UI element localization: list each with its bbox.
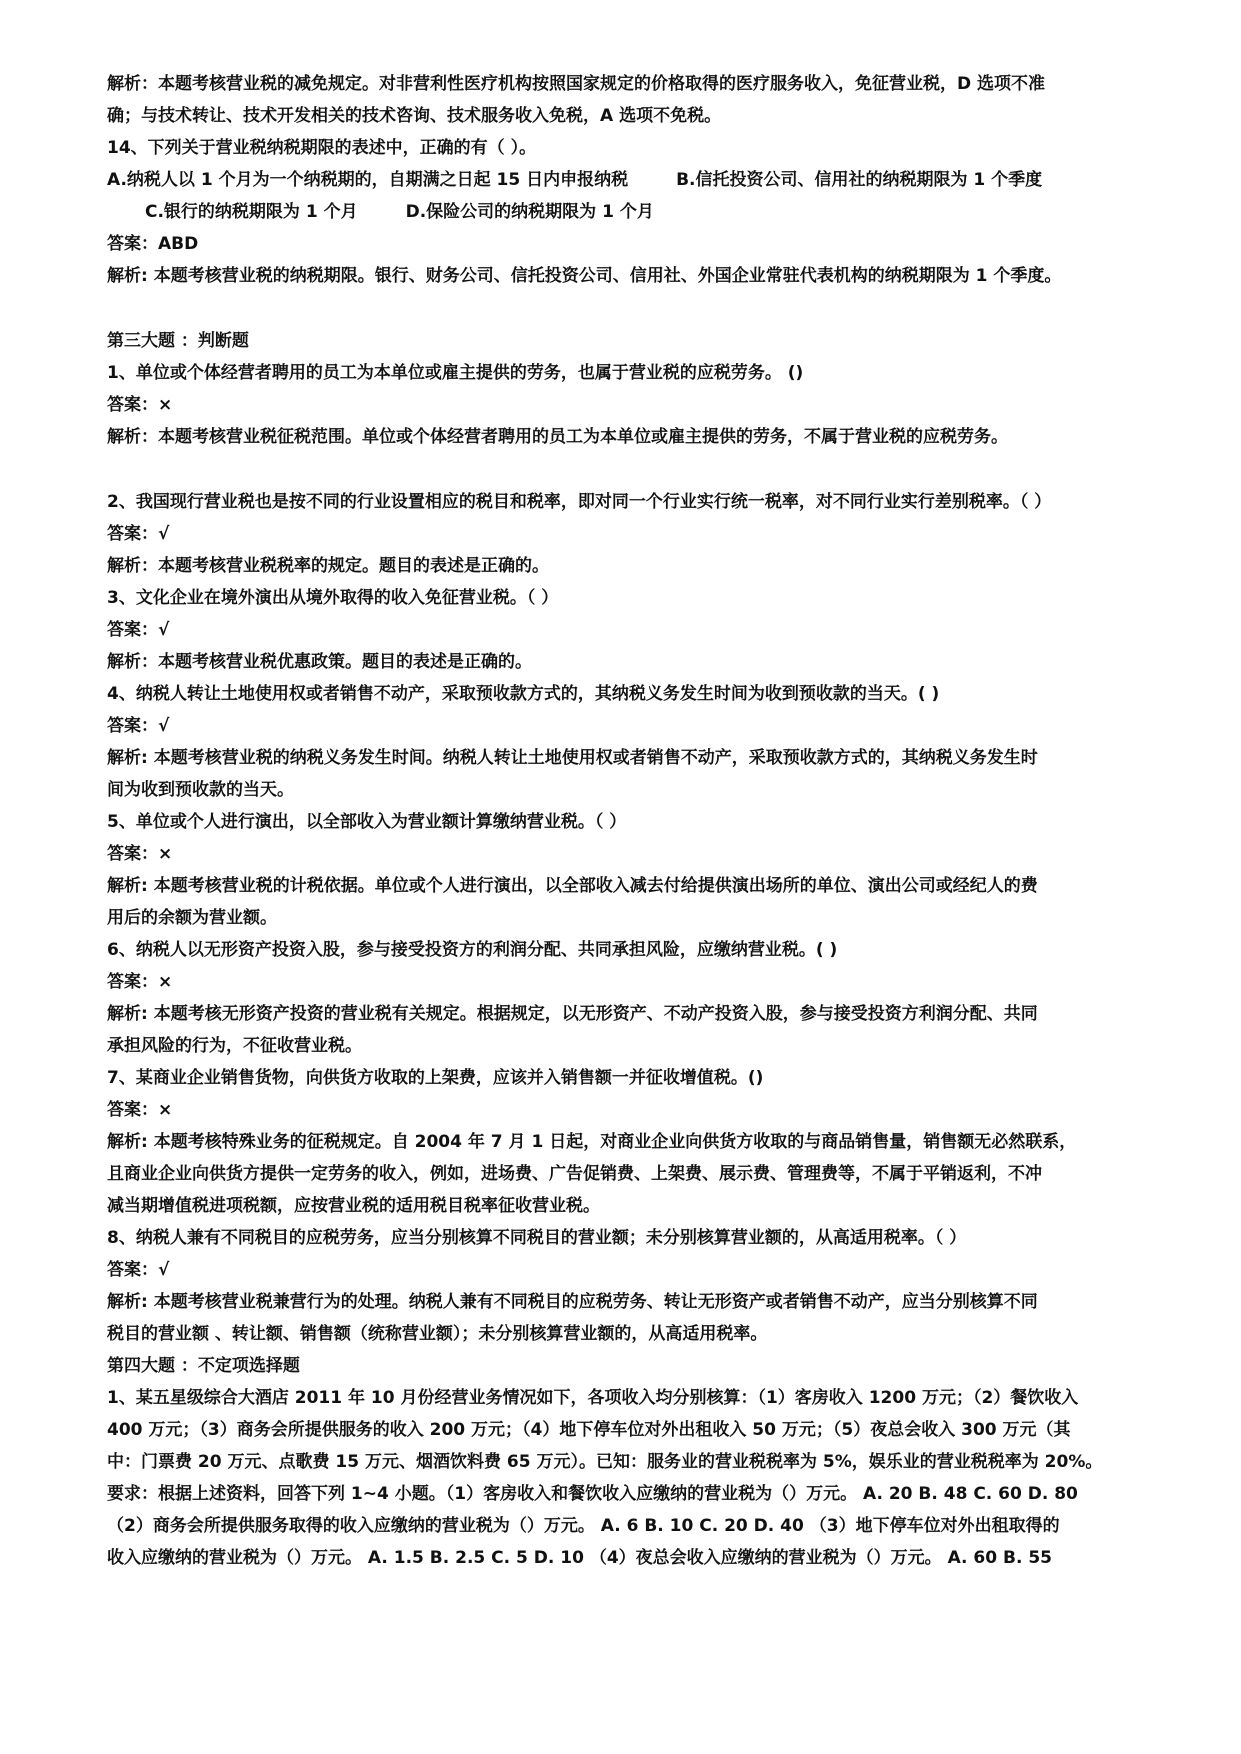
judgment-analysis: 解析: 本题考核特殊业务的征税规定。自 2004 年 7 月 1 日起，对商业企业向供货方收取的与商品销售量，销售额无必然联系， — [107, 1132, 1077, 1152]
judgment-item-6 — [107, 934, 1142, 1062]
judgment-answer: 答案：× — [107, 395, 173, 415]
judgment-item-2 — [107, 486, 1142, 582]
case-question-line: 1、某五星级综合大酒店 2011 年 10 月份经营业务情况如下，各项收入均分别核算：（1）客房收入 1200 万元；（2）餐饮收入 — [107, 1388, 1079, 1408]
judgment-analysis: 解析: 本题考核无形资产投资的营业税有关规定。根据规定，以无形资产、不动产投资入股，参与接受投资方利润分配、共同 — [107, 1004, 1038, 1024]
question-14-options-row-1 — [107, 164, 1142, 196]
judgment-answer: 答案：√ — [107, 620, 170, 640]
judgment-question: 1、单位或个体经营者聘用的员工为本单位或雇主提供的劳务，也属于营业税的应税劳务。 () — [107, 363, 804, 383]
judgment-answer: 答案：× — [107, 844, 173, 864]
judgment-analysis-cont: 间为收到预收款的当天。 — [107, 780, 294, 800]
option-c: C.银行的纳税期限为 1 个月 — [145, 202, 358, 222]
judgment-answer: 答案：√ — [107, 524, 170, 544]
spacer — [107, 292, 1142, 325]
judgment-analysis: 解析: 本题考核营业税的纳税义务发生时间。纳税人转让土地使用权或者销售不动产，采取预收款方式的，其纳税义务发生时 — [107, 748, 1038, 768]
question-14-options-row-2 — [107, 196, 1142, 228]
option-d: D.保险公司的纳税期限为 1 个月 — [405, 202, 654, 222]
judgment-item-4 — [107, 678, 1142, 806]
judgment-analysis-cont: 承担风险的行为，不征收营业税。 — [107, 1036, 362, 1056]
judgment-question: 3、文化企业在境外演出从境外取得的收入免征营业税。（ ） — [107, 588, 559, 608]
judgment-question: 5、单位或个人进行演出，以全部收入为营业额计算缴纳营业税。（ ） — [107, 812, 627, 832]
judgment-question: 6、纳税人以无形资产投资入股，参与接受投资方的利润分配、共同承担风险，应缴纳营业税。( ) — [107, 940, 838, 960]
judgment-analysis-cont: 税目的营业额 、转让额、销售额（统称营业额）；未分别核算营业额的，从高适用税率。 — [107, 1324, 768, 1344]
judgment-analysis-cont: 减当期增值税进项税额，应按营业税的适用税目税率征收营业税。 — [107, 1196, 600, 1216]
judgment-analysis: 解析：本题考核营业税税率的规定。题目的表述是正确的。 — [107, 556, 549, 576]
case-question-line: 收入应缴纳的营业税为（）万元。 A. 1.5 B. 2.5 C. 5 D. 10 （4）夜总会收入应缴纳的营业税为（）万元。 A. 60 B. 55 — [107, 1548, 1052, 1568]
judgment-question: 4、纳税人转让土地使用权或者销售不动产，采取预收款方式的，其纳税义务发生时间为收到预收款的当天。( ) — [107, 684, 940, 704]
analysis-13-line-1: 解析：本题考核营业税的减免规定。对非营利性医疗机构按照国家规定的价格取得的医疗服务收入，免征营业税，D 选项不准 — [107, 74, 1046, 94]
judgment-analysis-cont: 用后的余额为营业额。 — [107, 908, 277, 928]
judgment-answer: 答案：√ — [107, 1260, 170, 1280]
answer-14: 答案：ABD — [107, 234, 199, 254]
judgment-analysis: 解析：本题考核营业税征税范围。单位或个体经营者聘用的员工为本单位或雇主提供的劳务，不属于营业税的应税劳务。 — [107, 427, 1008, 447]
section-3-title: 第三大题 ：判断题 — [107, 331, 249, 351]
judgment-item-5 — [107, 806, 1142, 934]
case-question-line: （2）商务会所提供服务取得的收入应缴纳的营业税为（）万元。 A. 6 B. 10 C. 20 D. 40 （3）地下停车位对外出租取得的 — [107, 1516, 1060, 1536]
case-question-line: 要求：根据上述资料，回答下列 1~4 小题。（1）客房收入和餐饮收入应缴纳的营业税为（）万元。 A. 20 B. 48 C. 60 D. 80 — [107, 1484, 1078, 1504]
case-question-line: 400 万元；（3）商务会所提供服务的收入 200 万元；（4）地下停车位对外出租收入 50 万元；（5）夜总会收入 300 万元（其 — [107, 1420, 1071, 1440]
judgment-analysis-cont: 且商业企业向供货方提供一定劳务的收入，例如，进场费、广告促销费、上架费、展示费、管理费等，不属于平销返利，不冲 — [107, 1164, 1042, 1184]
judgment-item-7 — [107, 1062, 1142, 1222]
case-question-line: 中：门票费 20 万元、点歌费 15 万元、烟酒饮料费 65 万元）。已知：服务业的营业税税率为 5%，娱乐业的营业税税率为 20%。 — [107, 1452, 1103, 1472]
analysis-14: 解析: 本题考核营业税的纳税期限。银行、财务公司、信托投资公司、信用社、外国企业常驻代表机构的纳税期限为 1 个季度。 — [107, 266, 1062, 286]
judgment-answer: 答案：√ — [107, 716, 170, 736]
judgment-item-3 — [107, 582, 1142, 678]
question-14: 14、下列关于营业税纳税期限的表述中，正确的有（ ）。 — [107, 138, 537, 158]
judgment-question: 2、我国现行营业税也是按不同的行业设置相应的税目和税率，即对同一个行业实行统一税率，对不同行业实行差别税率。（ ） — [107, 492, 1052, 512]
judgment-item-1 — [107, 357, 1142, 453]
judgment-question: 7、某商业企业销售货物，向供货方收取的上架费，应该并入销售额一并征收增值税。() — [107, 1068, 764, 1088]
option-a: A.纳税人以 1 个月为一个纳税期的，自期满之日起 15 日内申报纳税 — [107, 170, 629, 190]
document-page — [107, 68, 1142, 1574]
analysis-13-line-2: 确；与技术转让、技术开发相关的技术咨询、技术服务收入免税，A 选项不免税。 — [107, 106, 722, 126]
judgment-analysis: 解析: 本题考核营业税的计税依据。单位或个人进行演出，以全部收入减去付给提供演出场所的单位、演出公司或经纪人的费 — [107, 876, 1038, 896]
judgment-answer: 答案：× — [107, 1100, 173, 1120]
option-b: B.信托投资公司、信用社的纳税期限为 1 个季度 — [676, 170, 1043, 190]
spacer — [107, 453, 1142, 486]
judgment-analysis: 解析: 本题考核营业税兼营行为的处理。纳税人兼有不同税目的应税劳务、转让无形资产或者销售不动产，应当分别核算不同 — [107, 1292, 1038, 1312]
judgment-question: 8、纳税人兼有不同税目的应税劳务，应当分别核算不同税目的营业额；未分别核算营业额的，从高适用税率。（ ） — [107, 1228, 967, 1248]
section-4-title: 第四大题 ：不定项选择题 — [107, 1356, 300, 1376]
judgment-analysis: 解析：本题考核营业税优惠政策。题目的表述是正确的。 — [107, 652, 532, 672]
judgment-answer: 答案：× — [107, 972, 173, 992]
judgment-item-8 — [107, 1222, 1142, 1350]
